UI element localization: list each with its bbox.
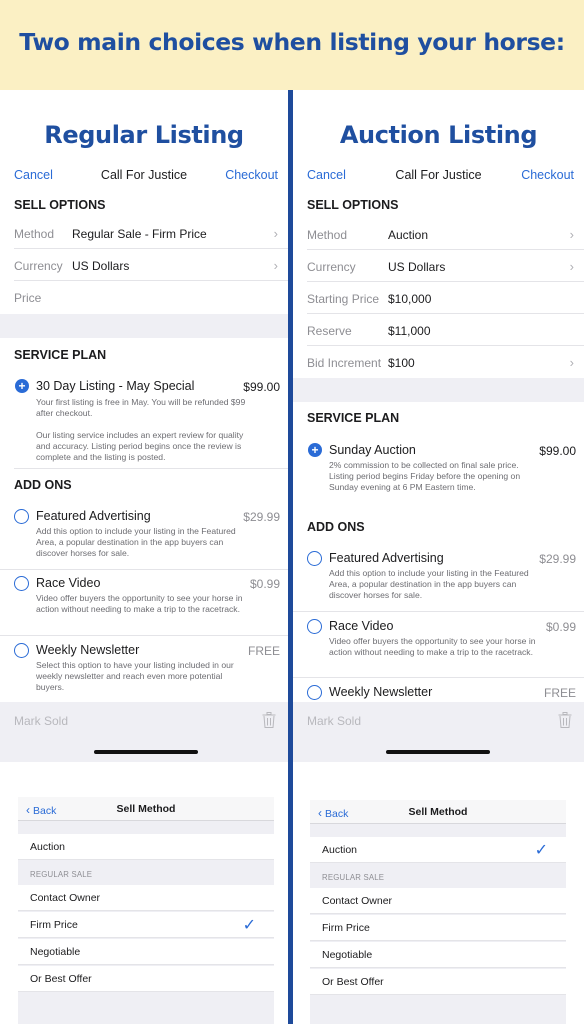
top-banner: [0, 0, 584, 90]
addon-title: Weekly Newsletter: [329, 685, 433, 699]
currency-value: US Dollars: [388, 260, 446, 274]
addon-title: Featured Advertising: [36, 509, 151, 523]
nav-title: Call For Justice: [100, 168, 188, 182]
service-plan-header: SERVICE PLAN: [14, 348, 107, 362]
plan-price: $99.00: [243, 380, 280, 394]
sell-method-title: Sell Method: [408, 806, 468, 818]
back-button[interactable]: ‹ Back: [26, 803, 57, 817]
check-icon: ✓: [534, 842, 548, 859]
back-button[interactable]: ‹ Back: [318, 806, 349, 820]
option-contact-owner[interactable]: [310, 888, 566, 914]
mark-sold-button[interactable]: Mark Sold: [14, 714, 69, 728]
addon-description: Video offer buyers the opportunity to see your horse in action without needing to make a trip to the racetrack.: [36, 593, 243, 614]
option-or-best-offer[interactable]: [310, 969, 566, 995]
addon-price: FREE: [543, 686, 576, 700]
radio-icon[interactable]: [14, 509, 29, 524]
price-row[interactable]: [14, 281, 288, 314]
option-auction[interactable]: [310, 837, 566, 863]
radio-icon[interactable]: [307, 551, 322, 566]
addon-price: $29.99: [539, 552, 576, 566]
chevron-right-icon: ›: [569, 259, 574, 274]
section-spacer: [0, 314, 288, 338]
method-label: Method: [307, 228, 348, 242]
add-ons-header: ADD ONS: [14, 478, 72, 492]
bid-increment-value: $100: [388, 356, 415, 370]
method-label: Method: [14, 227, 55, 241]
trash-icon[interactable]: [262, 712, 276, 728]
option-label: Firm Price: [30, 919, 78, 931]
option-label: Or Best Offer: [30, 973, 92, 985]
option-label: Negotiable: [30, 946, 81, 958]
currency-value: US Dollars: [72, 259, 130, 273]
radio-icon[interactable]: [307, 619, 322, 634]
regular-listing-column: [0, 90, 288, 1024]
auction-listing-column: [293, 90, 584, 1024]
chevron-right-icon: ›: [569, 227, 574, 242]
addon-race-video[interactable]: [0, 570, 288, 636]
option-label: Or Best Offer: [322, 976, 384, 988]
home-indicator: [386, 750, 490, 754]
reserve-label: Reserve: [307, 324, 352, 338]
addon-title: Race Video: [329, 619, 394, 633]
addon-description: Add this option to include your listing in the Featured Area, a popular destination in the app buyers can discover horses for sale.: [36, 526, 236, 558]
chevron-left-icon: ‹: [26, 803, 30, 817]
plan-title: 30 Day Listing - May Special: [36, 379, 195, 393]
radio-icon[interactable]: [14, 643, 29, 658]
plan-price: $99.00: [539, 444, 576, 458]
service-plan-option[interactable]: [293, 442, 584, 508]
option-label: Contact Owner: [322, 895, 393, 907]
addon-description: Select this option to have your listing included in our weekly newsletter and reach even more potential buyers.: [36, 660, 234, 692]
starting-price-value[interactable]: $10,000: [388, 292, 432, 306]
auction-nav-bar: [293, 162, 584, 188]
option-label: Contact Owner: [30, 892, 101, 904]
addon-description: Video offer buyers the opportunity to see your horse in action without needing to make a trip to the racetrack.: [329, 636, 536, 657]
sell-method-screen: [18, 797, 274, 1024]
section-spacer: [293, 378, 584, 402]
price-label: Price: [14, 291, 42, 305]
method-value: Regular Sale - Firm Price: [72, 227, 207, 241]
chevron-right-icon: ›: [273, 226, 278, 241]
addon-race-video[interactable]: [293, 612, 584, 678]
addon-featured-advertising[interactable]: [293, 546, 584, 612]
addon-title: Featured Advertising: [329, 551, 444, 565]
checkout-button[interactable]: Checkout: [521, 168, 574, 182]
service-plan-header: SERVICE PLAN: [307, 411, 400, 425]
option-label: Firm Price: [322, 922, 370, 934]
sell-method-nav: [310, 800, 566, 824]
reserve-value[interactable]: $11,000: [388, 324, 431, 338]
check-icon: ✓: [242, 917, 256, 934]
plus-icon: +: [15, 379, 29, 393]
cancel-button[interactable]: Cancel: [307, 168, 346, 182]
reserve-row[interactable]: [307, 314, 584, 346]
addon-price: $0.99: [545, 620, 576, 634]
option-negotiable[interactable]: [18, 939, 274, 965]
option-label: Negotiable: [322, 949, 373, 961]
divider-line: [14, 468, 288, 469]
add-ons-header: ADD ONS: [307, 520, 365, 534]
sell-options-header: SELL OPTIONS: [14, 198, 106, 212]
addon-title: Race Video: [36, 576, 101, 590]
mark-sold-button[interactable]: Mark Sold: [307, 714, 362, 728]
addon-price: FREE: [247, 644, 280, 658]
bid-increment-row[interactable]: [307, 346, 584, 378]
option-firm-price[interactable]: [18, 912, 274, 938]
sell-method-nav: [18, 797, 274, 821]
addon-weekly-newsletter[interactable]: [293, 678, 584, 702]
addon-price: $29.99: [243, 510, 280, 524]
regular-nav-bar: [0, 162, 288, 188]
radio-icon[interactable]: [14, 576, 29, 591]
bid-increment-label: Bid Increment: [307, 356, 382, 370]
option-auction[interactable]: [18, 834, 274, 860]
option-firm-price[interactable]: [310, 915, 566, 941]
method-row[interactable]: [307, 218, 584, 250]
option-negotiable[interactable]: [310, 942, 566, 968]
starting-price-row[interactable]: [307, 282, 584, 314]
currency-row[interactable]: [14, 249, 288, 281]
addon-title: Weekly Newsletter: [36, 643, 140, 657]
group-label: REGULAR SALE: [30, 870, 93, 879]
sell-method-title: Sell Method: [116, 803, 176, 815]
group-label: REGULAR SALE: [322, 873, 385, 882]
checkout-button[interactable]: Checkout: [225, 168, 278, 182]
currency-label: Currency: [307, 260, 356, 274]
chevron-right-icon: ›: [273, 258, 278, 273]
service-plan-option[interactable]: [0, 378, 288, 468]
addon-price: $0.99: [249, 577, 280, 591]
trash-icon[interactable]: [558, 712, 572, 728]
plus-icon: +: [308, 443, 322, 457]
currency-label: Currency: [14, 259, 63, 273]
sell-options-header: SELL OPTIONS: [307, 198, 399, 212]
option-label: Auction: [322, 844, 358, 856]
option-or-best-offer[interactable]: [18, 966, 274, 992]
regular-listing-heading: Regular Listing: [44, 121, 244, 149]
plan-details: Our listing service includes an expert review for quality and accuracy. Listing period begins once the review is complete and the listing is posted.: [36, 430, 244, 462]
currency-row[interactable]: [307, 250, 584, 282]
banner-title: Two main choices when listing your horse:: [19, 28, 565, 56]
radio-icon[interactable]: [307, 685, 322, 700]
method-value: Auction: [388, 228, 429, 242]
cancel-button[interactable]: Cancel: [14, 168, 53, 182]
option-contact-owner[interactable]: [18, 885, 274, 911]
home-indicator: [94, 750, 198, 754]
chevron-left-icon: ‹: [318, 806, 322, 820]
starting-price-label: Starting Price: [307, 292, 380, 306]
addon-weekly-newsletter[interactable]: [0, 636, 288, 702]
method-row[interactable]: [14, 218, 288, 249]
addon-description: Add this option to include your listing in the Featured Area, a popular destination in the app buyers can discover horses for sale.: [329, 568, 529, 600]
addon-featured-advertising[interactable]: [0, 504, 288, 570]
plan-description: 2% commission to be collected on final sale price. Listing period begins Friday before the opening on Sunday evening at 6 PM Eastern time.: [329, 460, 521, 492]
auction-listing-heading: Auction Listing: [339, 121, 538, 149]
nav-title: Call For Justice: [395, 168, 482, 182]
plan-description: Your first listing is free in May. You will be refunded $99 after checkout.: [36, 397, 246, 418]
chevron-right-icon: ›: [569, 355, 574, 370]
sell-method-screen: [310, 800, 566, 1024]
option-label: Auction: [30, 841, 66, 853]
plan-title: Sunday Auction: [329, 443, 416, 457]
